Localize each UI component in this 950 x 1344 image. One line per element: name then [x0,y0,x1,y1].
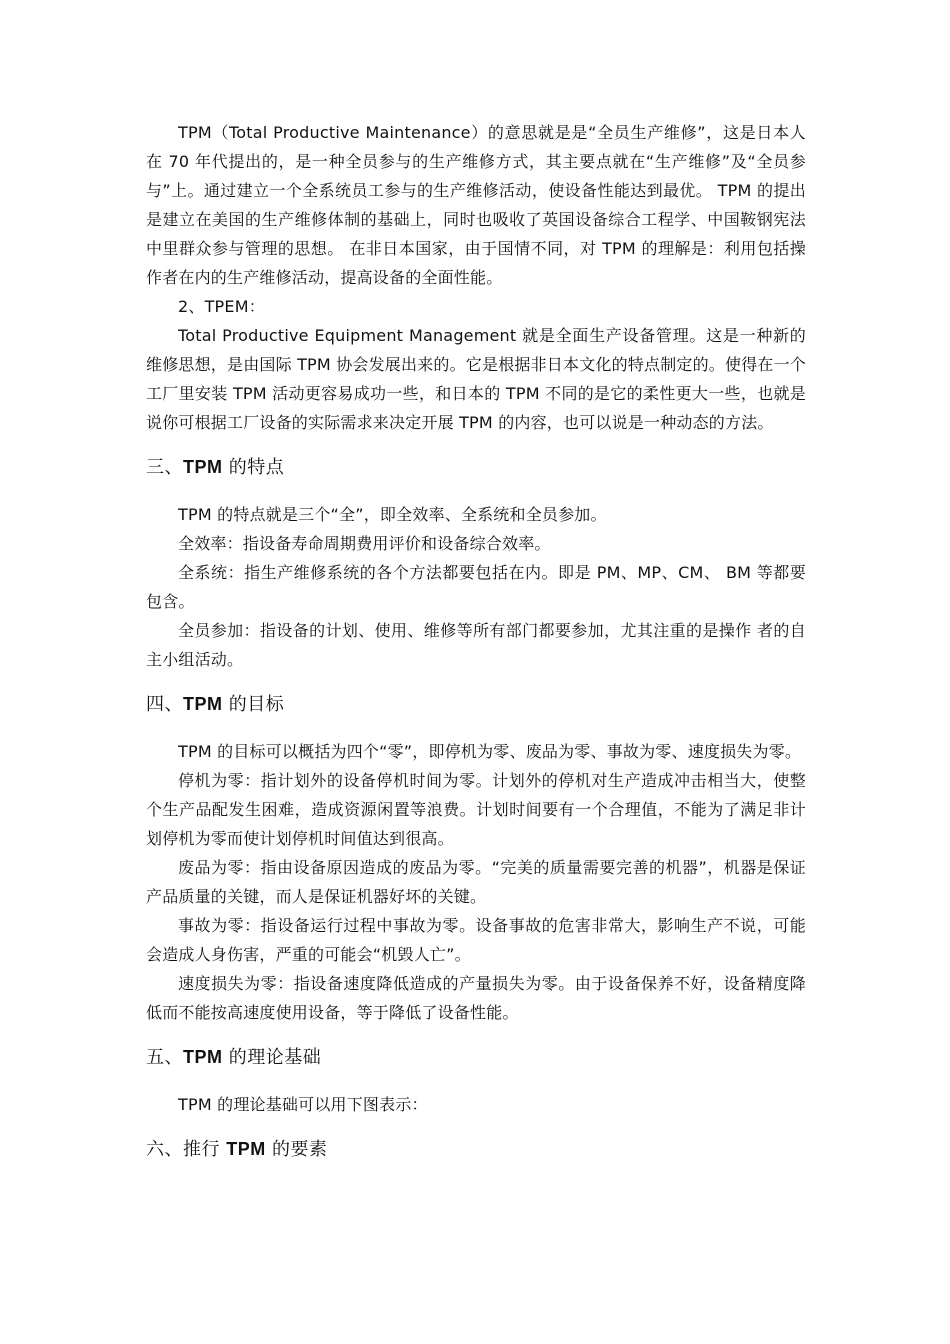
section-heading-features [146,453,806,482]
paragraph-goals-downtime: 停机为零：指计划外的设备停机时间为零。计划外的停机对生产造成冲击相当大，使整个生产品配发生困难，造成资源闲置等浪费。计划时间要有一个合理值，不能为了满足非计划停机为零而使计划停机时间值达到很高。 [146,771,806,848]
heading-bold-term: TPM [183,1047,223,1067]
heading-suffix: 的特点 [228,457,285,478]
paragraph-features-participation: 全员参加：指设备的计划、使用、维修等所有部门都要参加，尤其注重的是操作 者的自主小组活动。 [146,621,806,669]
section-heading-theory [146,1043,806,1072]
section-heading-elements [146,1135,806,1164]
paragraph-features-efficiency: 全效率：指设备寿命周期费用评价和设备综合效率。 [178,534,551,553]
paragraph-tpem-definition: Total Productive Equipment Management 就是全面生产设备管理。这是一种新的维修思想，是由国际 TPM 协会发展出来的。它是根据非日本文化的特点制定的。使得在一个工厂里安装 TPM 活动更容易成功一些，和日本的 TPM 不同的是它的柔性更大一些，也就是说你可根据工厂设备的实际需求来决定开展 TPM 的内容，也可以说是一种动态的方法。 [146,326,806,432]
paragraph-features-overview: TPM 的特点就是三个“全”，即全效率、全系统和全员参加。 [178,505,607,524]
paragraph-tpem-title: 2、TPEM： [178,297,265,316]
paragraph-theory-intro: TPM 的理论基础可以用下图表示： [178,1095,428,1114]
paragraph-goals-overview: TPM 的目标可以概括为四个“零”，即停机为零、废品为零、事故为零、速度损失为零。 [178,742,802,761]
heading-prefix: 四、 [146,694,183,715]
paragraph-goals-accidents: 事故为零：指设备运行过程中事故为零。设备事故的危害非常大，影响生产不说，可能会造成人身伤害，严重的可能会“机毁人亡”。 [146,916,806,964]
paragraph-features-system: 全系统：指生产维修系统的各个方法都要包括在内。即是 PM、MP、CM、 BM 等都要包含。 [146,563,806,611]
heading-prefix: 三、 [146,457,183,478]
paragraph-tpm-definition: TPM（Total Productive Maintenance）的意思就是是“全员生产维修”，这是日本人在 70 年代提出的，是一种全员参与的生产维修方式，其主要点就在“生产维修”及“全员参与”上。通过建立一个全系统员工参与的生产维修活动，使设备性能达到最优。 TPM 的提出是建立在美国的生产维修体制的基础上，同时也吸收了英国设备综合工程学、中国鞍钢宪法中里群众参与管理的思想。 在非日本国家，由于国情不同，对 TPM 的理解是：利用包括操作者在内的生产维修活动，提高设备的全面性能。 [146,123,806,287]
heading-suffix: 的理论基础 [228,1047,322,1068]
heading-prefix: 五、 [146,1047,183,1068]
heading-prefix: 六、推行 [146,1139,227,1160]
heading-bold-term: TPM [183,457,223,477]
heading-suffix: 的要素 [271,1139,328,1160]
heading-bold-term: TPM [226,1139,266,1159]
paragraph-goals-speed-loss: 速度损失为零：指设备速度降低造成的产量损失为零。由于设备保养不好，设备精度降低而不能按高速度使用设备，等于降低了设备性能。 [146,974,806,1022]
heading-bold-term: TPM [183,694,223,714]
document-body [146,118,806,1182]
paragraph-goals-defects: 废品为零：指由设备原因造成的废品为零。“完美的质量需要完善的机器”，机器是保证产品质量的关键，而人是保证机器好坏的关键。 [146,858,806,906]
section-heading-goals [146,690,806,719]
heading-suffix: 的目标 [228,694,285,715]
